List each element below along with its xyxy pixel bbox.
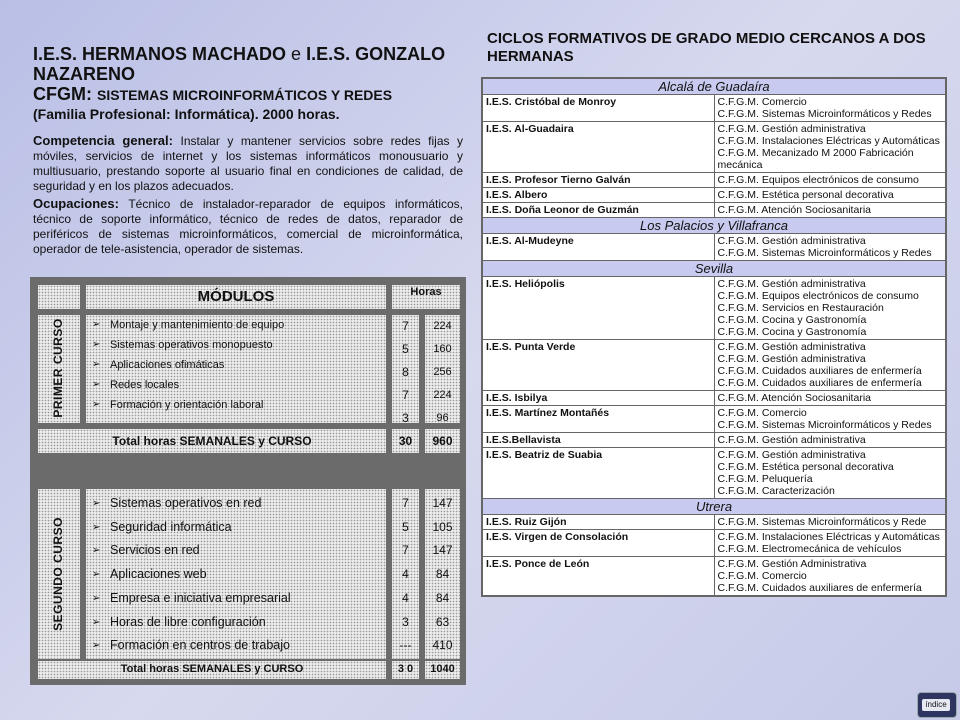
nearby-title: CICLOS FORMATIVOS DE GRADO MEDIO CERCANOS A DOS HERMANAS bbox=[487, 30, 926, 65]
module-name: Sistemas operativos monopuesto bbox=[110, 339, 273, 351]
ocupaciones-label: Ocupaciones: bbox=[33, 196, 119, 211]
cycle-name: C.F.G.M. Comercio bbox=[717, 96, 807, 108]
cycle-name: C.F.G.M. Instalaciones Eléctricas y Automáticas bbox=[717, 531, 940, 543]
cycle-name: C.F.G.M. Mecanizado M 2000 Fabricación mecánica bbox=[717, 147, 914, 171]
module-item bbox=[88, 375, 384, 395]
school-name: I.E.S. Al-Guadaira bbox=[483, 122, 715, 173]
school-name: I.E.S. Albero bbox=[483, 188, 715, 203]
city-row bbox=[483, 218, 946, 234]
module-name: Formación y orientación laboral bbox=[110, 399, 264, 411]
module-weekly-hours: 7 bbox=[402, 543, 409, 558]
school-cycles bbox=[714, 95, 946, 122]
school-row bbox=[483, 557, 946, 596]
school-cycles bbox=[714, 557, 946, 596]
arrow-bullet-icon: ➢ bbox=[92, 545, 101, 557]
school-cycles bbox=[714, 234, 946, 261]
second-year-total-weekly: 3 0 bbox=[397, 663, 414, 675]
module-weekly-hours: 5 bbox=[402, 342, 409, 356]
module-name: Redes locales bbox=[110, 379, 180, 391]
module-item bbox=[88, 516, 384, 540]
cycle-name: C.F.G.M. Gestión administrativa bbox=[717, 449, 866, 461]
arrow-bullet-icon: ➢ bbox=[92, 379, 101, 390]
module-weekly-hours: 5 bbox=[402, 519, 409, 534]
competencia-paragraph bbox=[33, 133, 463, 194]
competencia-text: Instalar y mantener servicios sobre redes fijas y móviles, servicios de internet y los sistemas informáticos monousuario y multiusuario, prestando soporte al usuario final en condiciones de calidad, de seguridad y en los plazos adecuados. bbox=[33, 134, 464, 193]
school-row bbox=[483, 203, 946, 218]
school-row bbox=[483, 122, 946, 173]
module-name: Aplicaciones ofimáticas bbox=[110, 359, 225, 371]
second-year-total-hours bbox=[425, 492, 460, 658]
header-corner bbox=[38, 285, 80, 309]
program-description bbox=[33, 44, 463, 257]
module-name: Empresa e iniciativa empresarial bbox=[110, 590, 291, 605]
module-weekly-hours: 4 bbox=[402, 567, 409, 582]
school-name: I.E.S. Beatriz de Suabia bbox=[483, 448, 715, 499]
second-year-module-list bbox=[88, 492, 384, 658]
first-year-weekly-hours bbox=[392, 315, 419, 430]
cycle-name: C.F.G.M. Gestión administrativa bbox=[717, 434, 866, 446]
first-year-label: PRIMER CURSO bbox=[51, 318, 65, 418]
school-name: I.E.S. Profesor Tierno Galván bbox=[483, 173, 715, 188]
city-row bbox=[483, 79, 946, 95]
cycle-name: C.F.G.M. Comercio bbox=[717, 570, 807, 582]
module-item bbox=[88, 611, 384, 635]
school-name: I.E.S. Ruiz Gijón bbox=[483, 515, 715, 530]
module-item bbox=[88, 634, 384, 658]
school-row bbox=[483, 515, 946, 530]
cycle-name: C.F.G.M. Sistemas Microinformáticos y Redes bbox=[717, 247, 932, 259]
school-row bbox=[483, 406, 946, 433]
module-name: Seguridad informática bbox=[110, 519, 232, 534]
modules-table bbox=[30, 277, 466, 685]
module-name: Servicios en red bbox=[110, 543, 200, 558]
second-year-total-label: Total horas SEMANALES y CURSO bbox=[120, 663, 304, 675]
school-name: I.E.S. Al-Mudeyne bbox=[483, 234, 715, 261]
module-name: Horas de libre configuración bbox=[110, 614, 266, 629]
module-total-hours: 63 bbox=[435, 614, 450, 629]
school-row bbox=[483, 277, 946, 340]
module-item bbox=[88, 492, 384, 516]
cfgm-title bbox=[33, 84, 463, 105]
school-2: I.E.S. GONZALO NAZARENO bbox=[33, 44, 446, 84]
cycle-name: C.F.G.M. Comercio bbox=[717, 407, 807, 419]
school-cycles bbox=[714, 391, 946, 406]
module-name: Formación en centros de trabajo bbox=[110, 638, 290, 653]
module-total-hours: 147 bbox=[432, 543, 453, 558]
city-name: Alcalá de Guadaíra bbox=[483, 79, 946, 95]
cfgm-prefix: CFGM: bbox=[33, 84, 92, 104]
module-total-hours: 224 bbox=[433, 389, 452, 401]
cycle-name: C.F.G.M. Estética personal decorativa bbox=[717, 189, 894, 201]
module-total-hours: 96 bbox=[436, 412, 449, 424]
arrow-bullet-icon: ➢ bbox=[92, 359, 101, 370]
cycle-name: C.F.G.M. Servicios en Restauración bbox=[717, 302, 884, 314]
school-cycles bbox=[714, 173, 946, 188]
module-item bbox=[88, 587, 384, 611]
school-row bbox=[483, 530, 946, 557]
cycle-name: C.F.G.M. Equipos electrónicos de consumo bbox=[717, 174, 919, 186]
school-row bbox=[483, 234, 946, 261]
arrow-bullet-icon: ➢ bbox=[92, 592, 101, 604]
school-name: I.E.S. Virgen de Consolación bbox=[483, 530, 715, 557]
school-name: I.E.S. Cristóbal de Monroy bbox=[483, 95, 715, 122]
school-cycles bbox=[714, 530, 946, 557]
school-cycles bbox=[714, 515, 946, 530]
cycle-name: C.F.G.M. Sistemas Microinformáticos y Redes bbox=[717, 108, 932, 120]
module-weekly-hours: 7 bbox=[402, 388, 409, 402]
module-item bbox=[88, 335, 384, 355]
city-name: Los Palacios y Villafranca bbox=[483, 218, 946, 234]
module-name: Sistemas operativos en red bbox=[110, 496, 262, 510]
hours-header: Horas bbox=[410, 286, 442, 298]
module-weekly-hours: 8 bbox=[402, 365, 409, 379]
school-name: I.E.S. Doña Leonor de Guzmán bbox=[483, 203, 715, 218]
arrow-bullet-icon: ➢ bbox=[92, 399, 101, 410]
module-item bbox=[88, 563, 384, 587]
module-name: Aplicaciones web bbox=[110, 567, 207, 582]
cycle-name: C.F.G.M. Gestión administrativa bbox=[717, 123, 866, 135]
module-total-hours: 105 bbox=[432, 519, 453, 534]
module-total-hours: 84 bbox=[435, 567, 450, 582]
first-year-total-hours-value: 960 bbox=[432, 434, 453, 448]
school-name: I.E.S.Bellavista bbox=[483, 433, 715, 448]
second-year-weekly-hours bbox=[392, 492, 419, 658]
school-row bbox=[483, 340, 946, 391]
module-total-hours: 224 bbox=[433, 320, 452, 332]
cycle-name: C.F.G.M. Gestión administrativa bbox=[717, 341, 866, 353]
city-name: Sevilla bbox=[483, 261, 946, 277]
module-item bbox=[88, 355, 384, 375]
school-name: I.E.S. Martínez Montañés bbox=[483, 406, 715, 433]
second-year-total-hours-value: 1040 bbox=[430, 663, 455, 675]
school-row bbox=[483, 448, 946, 499]
school-cycles bbox=[714, 433, 946, 448]
first-year-total-label: Total horas SEMANALES y CURSO bbox=[112, 434, 312, 448]
cycle-name: C.F.G.M. Atención Sociosanitaria bbox=[717, 204, 871, 216]
arrow-bullet-icon: ➢ bbox=[92, 569, 101, 581]
cycle-name: C.F.G.M. Cocina y Gastronomía bbox=[717, 326, 867, 338]
arrow-bullet-icon: ➢ bbox=[92, 319, 101, 330]
modules-header: MÓDULOS bbox=[197, 288, 275, 305]
city-row bbox=[483, 499, 946, 515]
city-name: Utrera bbox=[483, 499, 946, 515]
family-line: (Familia Profesional: Informática). 2000 horas. bbox=[33, 106, 340, 122]
cycle-name: C.F.G.M. Estética personal decorativa bbox=[717, 461, 894, 473]
cycle-name: C.F.G.M. Sistemas Microinformáticos y Redes bbox=[717, 419, 932, 431]
school-row bbox=[483, 95, 946, 122]
school-row bbox=[483, 391, 946, 406]
module-item bbox=[88, 539, 384, 563]
module-weekly-hours: 7 bbox=[402, 496, 409, 510]
school-cycles bbox=[714, 203, 946, 218]
school-name: I.E.S. Isbilya bbox=[483, 391, 715, 406]
cycle-name: C.F.G.M. Instalaciones Eléctricas y Automáticas bbox=[717, 135, 940, 147]
module-total-hours: 160 bbox=[433, 343, 452, 355]
module-item bbox=[88, 395, 384, 415]
school-1: I.E.S. HERMANOS MACHADO bbox=[33, 44, 287, 64]
module-weekly-hours: --- bbox=[399, 638, 412, 653]
cycle-name: C.F.G.M. Atención Sociosanitaria bbox=[717, 392, 871, 404]
cycle-name: C.F.G.M. Cuidados auxiliares de enfermería bbox=[717, 377, 922, 389]
city-row bbox=[483, 261, 946, 277]
arrow-bullet-icon: ➢ bbox=[92, 616, 101, 628]
school-name: I.E.S. Punta Verde bbox=[483, 340, 715, 391]
school-name: I.E.S. Ponce de León bbox=[483, 557, 715, 596]
index-button[interactable] bbox=[918, 693, 956, 717]
cycle-name: C.F.G.M. Gestión administrativa bbox=[717, 278, 866, 290]
arrow-bullet-icon: ➢ bbox=[92, 498, 101, 509]
module-total-hours: 410 bbox=[432, 638, 453, 653]
module-total-hours: 256 bbox=[433, 366, 452, 378]
school-row bbox=[483, 433, 946, 448]
school-cycles bbox=[714, 448, 946, 499]
cycle-name: C.F.G.M. Caracterización bbox=[717, 485, 835, 497]
cycle-name: C.F.G.M. Cuidados auxiliares de enfermería bbox=[717, 365, 922, 377]
cycle-name: C.F.G.M. Peluquería bbox=[717, 473, 813, 485]
module-weekly-hours: 3 bbox=[402, 614, 409, 629]
cycle-name: C.F.G.M. Equipos electrónicos de consumo bbox=[717, 290, 919, 302]
school-cycles bbox=[714, 188, 946, 203]
index-button-label: índice bbox=[922, 699, 950, 711]
module-item bbox=[88, 315, 384, 335]
arrow-bullet-icon: ➢ bbox=[92, 640, 101, 652]
title-conjunction: e bbox=[291, 44, 302, 64]
second-year-label: SEGUNDO CURSO bbox=[51, 517, 65, 631]
module-total-hours: 147 bbox=[432, 496, 453, 510]
arrow-bullet-icon: ➢ bbox=[92, 339, 101, 350]
module-weekly-hours: 7 bbox=[402, 319, 409, 333]
cycle-name: C.F.G.M. Gestión Administrativa bbox=[717, 558, 867, 570]
cycle-name: C.F.G.M. Gestión administrativa bbox=[717, 235, 866, 247]
module-name: Montaje y mantenimiento de equipo bbox=[110, 319, 285, 331]
ocupaciones-text: Técnico de instalador-reparador de equipos informáticos, técnico de soporte informático, técnico de redes de datos, reparador de periféricos de sistemas microinformáticos, comercial de microinformática, operador de tele-asistencia, operador de sistemas. bbox=[33, 197, 463, 256]
schools-title bbox=[33, 44, 463, 84]
school-cycles bbox=[714, 277, 946, 340]
module-total-hours: 84 bbox=[435, 590, 450, 605]
cycle-name: C.F.G.M. Electromecánica de vehículos bbox=[717, 543, 902, 555]
cycle-name: C.F.G.M. Gestión administrativa bbox=[717, 353, 866, 365]
school-row bbox=[483, 188, 946, 203]
cycle-name: C.F.G.M. Cuidados auxiliares de enfermería bbox=[717, 582, 922, 594]
school-cycles bbox=[714, 122, 946, 173]
competencia-label: Competencia general: bbox=[33, 133, 173, 148]
module-weekly-hours: 3 bbox=[402, 411, 409, 425]
first-year-module-list bbox=[88, 315, 384, 415]
cycle-name: C.F.G.M. Sistemas Microinformáticos y Rede bbox=[717, 516, 927, 528]
module-weekly-hours: 4 bbox=[402, 590, 409, 605]
ocupaciones-paragraph bbox=[33, 196, 463, 257]
school-row bbox=[483, 173, 946, 188]
school-cycles bbox=[714, 340, 946, 391]
first-year-total-hours bbox=[425, 315, 460, 430]
arrow-bullet-icon: ➢ bbox=[92, 521, 101, 533]
school-cycles bbox=[714, 406, 946, 433]
school-name: I.E.S. Heliópolis bbox=[483, 277, 715, 340]
first-year-total-weekly: 30 bbox=[398, 434, 413, 448]
nearby-cycles-table bbox=[481, 77, 947, 597]
cfgm-name: SISTEMAS MICROINFORMÁTICOS Y REDES bbox=[97, 87, 393, 103]
cycle-name: C.F.G.M. Cocina y Gastronomía bbox=[717, 314, 867, 326]
